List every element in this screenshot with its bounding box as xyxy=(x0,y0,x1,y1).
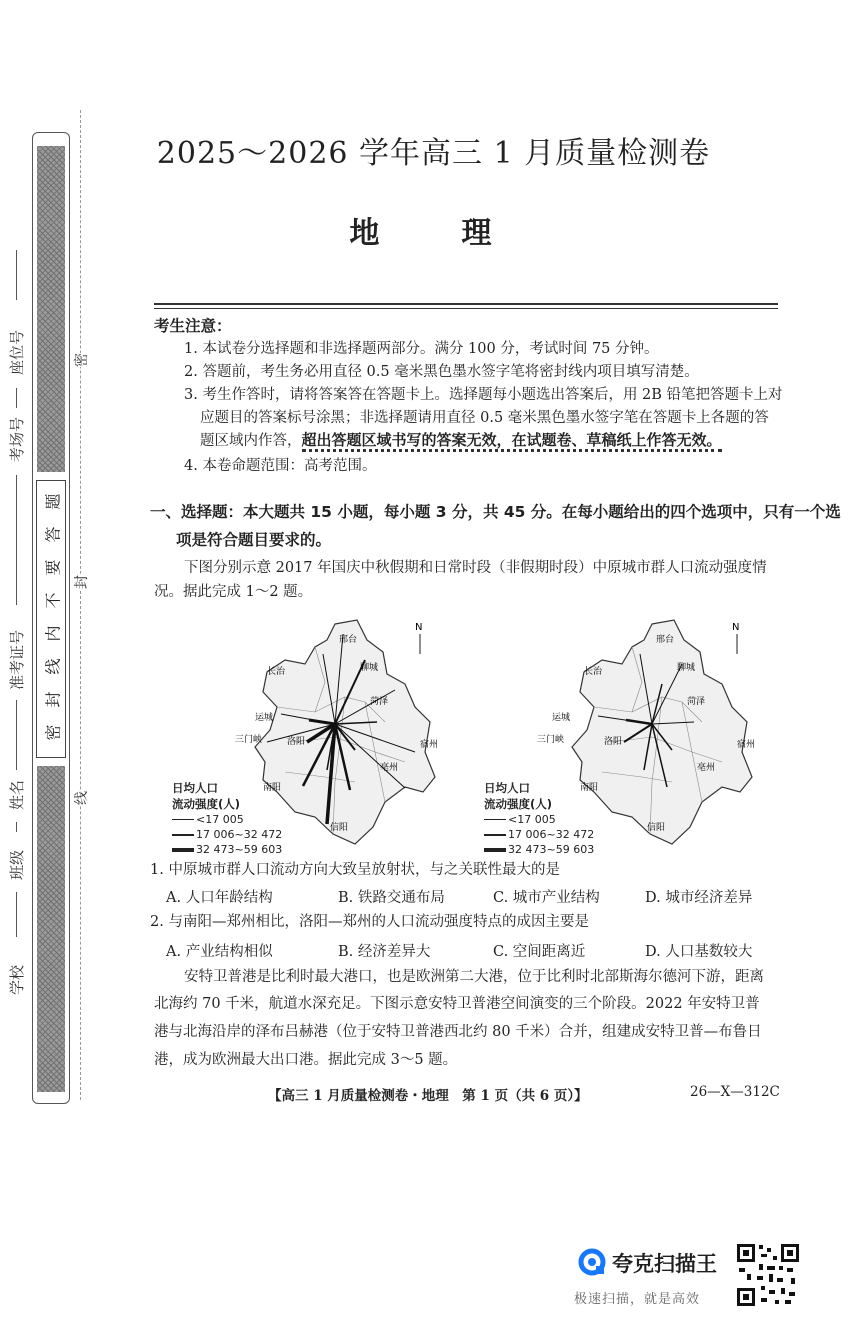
city-label: 邢台 xyxy=(656,635,675,645)
notice-heading: 考生注意： xyxy=(154,317,232,335)
binding-hatch-top xyxy=(37,146,65,472)
notice-item-line3 xyxy=(200,430,722,451)
legend-title: 流动强度(人) xyxy=(172,797,241,811)
city-label: 南阳 xyxy=(263,783,282,793)
city-label: 邢台 xyxy=(339,635,358,645)
city-label: 亳州 xyxy=(380,763,399,773)
binding-hatch-bottom xyxy=(37,766,65,1092)
header-rule-thin xyxy=(154,308,778,309)
city-label: 聊城 xyxy=(360,663,379,673)
subject-title: 地 理 xyxy=(349,216,518,251)
notice-item: 4. 本卷命题范围：高考范围。 xyxy=(184,458,377,474)
map-legend-left xyxy=(172,780,282,857)
notice-item: 3. 考生作答时，请将答案答在答题卡上。选择题每小题选出答案后，用 2B 铅笔把答题卡上对 xyxy=(184,387,783,403)
notice-item: 1. 本试卷分选择题和非选择题两部分。满分 100 分，考试时间 75 分钟。 xyxy=(184,341,659,357)
passage-text: 港与北海沿岸的泽布吕赫港（位于安特卫普港西北约 80 千米）合并，组建成安特卫普—布鲁日 xyxy=(154,1024,762,1040)
seal-cut-line xyxy=(80,110,81,1100)
north-arrow-label: N xyxy=(732,622,740,633)
city-label: 信阳 xyxy=(330,823,349,833)
option-a: A. 人口年龄结构 xyxy=(166,890,273,906)
page-footer: 【高三 1 月质量检测卷・地理 第 1 页（共 6 页）】 xyxy=(268,1088,588,1104)
legend-item: 32 473~59 603 xyxy=(484,842,594,857)
exam-title: 2025～2026 学年高三 1 月质量检测卷 xyxy=(156,136,711,171)
option-c: C. 空间距离近 xyxy=(493,944,586,960)
header-rule-thick xyxy=(154,303,778,305)
paper-code: 26—X—312C xyxy=(690,1084,780,1100)
fill-line xyxy=(16,475,17,605)
city-label: 长治 xyxy=(584,667,603,677)
passage-text: 港，成为欧洲最大出口港。据此完成 3～5 题。 xyxy=(154,1052,458,1068)
option-b: B. 经济差异大 xyxy=(338,944,431,960)
city-label: 洛阳 xyxy=(604,737,623,747)
city-label: 菏泽 xyxy=(687,697,706,707)
seal-warning-box xyxy=(36,480,66,758)
cut-mark: 密 xyxy=(71,353,91,367)
legend-item: <17 005 xyxy=(172,812,282,827)
seal-char: 要 xyxy=(43,559,63,576)
city-label: 三门峡 xyxy=(235,735,263,745)
city-label: 宿州 xyxy=(737,740,756,750)
fill-line xyxy=(16,892,17,937)
ticket-number-label: 准考证号 xyxy=(8,629,26,690)
legend-item: 17 006~32 472 xyxy=(484,827,594,842)
section-heading-cont: 项是符合题目要求的。 xyxy=(176,531,332,549)
passage-text: 下图分别示意 2017 年国庆中秋假期和日常时段（非假期时段）中原城市群人口流动强度情 xyxy=(184,560,767,576)
option-c: C. 城市产业结构 xyxy=(493,890,600,906)
city-label: 聊城 xyxy=(677,663,696,673)
city-label: 长治 xyxy=(267,667,286,677)
city-label: 亳州 xyxy=(697,763,716,773)
passage-text: 安特卫普港是比利时最大港口，也是欧洲第二大港，位于比利时北部斯海尔德河下游，距离 xyxy=(184,969,764,985)
seal-char: 题 xyxy=(43,493,63,510)
seat-number-label: 座位号 xyxy=(8,329,26,375)
seal-char: 线 xyxy=(43,658,63,675)
passage-text: 北海约 70 千米，航道水深充足。下图示意安特卫普港空间演变的三个阶段。2022 年安特卫普 xyxy=(154,996,760,1012)
seal-char: 密 xyxy=(43,724,63,741)
city-label: 宿州 xyxy=(420,740,439,750)
legend-item: 17 006~32 472 xyxy=(172,827,282,842)
city-label: 运城 xyxy=(255,713,274,723)
cut-mark: 封 xyxy=(71,575,91,589)
legend-title: 流动强度(人) xyxy=(484,797,553,811)
legend-title: 日均人口 xyxy=(484,781,530,795)
legend-item: 32 473~59 603 xyxy=(172,842,282,857)
passage-text: 况。据此完成 1～2 题。 xyxy=(154,584,313,600)
question-stem: 1. 中原城市群人口流动方向大致呈放射状，与之关联性最大的是 xyxy=(150,862,560,878)
cut-mark: 线 xyxy=(71,791,91,805)
question-stem: 2. 与南阳—郑州相比，洛阳—郑州的人口流动强度特点的成因主要是 xyxy=(150,914,589,930)
exam-room-label: 考场号 xyxy=(8,416,26,462)
option-d: D. 城市经济差异 xyxy=(645,890,753,906)
qr-code-icon xyxy=(735,1242,801,1308)
fill-line xyxy=(16,822,17,832)
city-label: 南阳 xyxy=(580,783,599,793)
option-a: A. 产业结构相似 xyxy=(166,944,273,960)
scanner-slogan: 极速扫描，就是高效 xyxy=(574,1292,701,1307)
notice-item: 应题目的答案标号涂黑；非选择题请用直径 0.5 毫米黑色墨水签字笔在答题卡上各题的答 xyxy=(200,410,769,426)
class-label: 班级 xyxy=(8,849,26,880)
seal-char: 不 xyxy=(43,592,63,609)
fill-line xyxy=(16,388,17,408)
section-heading: 一、选择题：本大题共 15 小题，每小题 3 分，共 45 分。在每小题给出的四个选项中，只有一个选 xyxy=(150,503,841,521)
fill-line xyxy=(16,700,17,770)
seal-char: 封 xyxy=(43,691,63,708)
fill-line xyxy=(16,250,17,300)
school-label: 学校 xyxy=(8,964,26,995)
option-b: B. 铁路交通布局 xyxy=(338,890,445,906)
option-d: D. 人口基数较大 xyxy=(645,944,753,960)
legend-item: <17 005 xyxy=(484,812,594,827)
scanner-logo-icon xyxy=(578,1248,606,1276)
city-label: 菏泽 xyxy=(370,697,389,707)
legend-title: 日均人口 xyxy=(172,781,218,795)
name-label: 姓名 xyxy=(8,779,26,810)
city-label: 三门峡 xyxy=(537,735,565,745)
notice-item: 2. 答题前，考生务必用直径 0.5 毫米黑色墨水签字笔将密封线内项目填写清楚。 xyxy=(184,364,699,380)
city-label: 运城 xyxy=(552,713,571,723)
notice-item-prefix: 题区域内作答， xyxy=(200,433,302,449)
map-legend-right xyxy=(484,780,594,857)
north-arrow-label: N xyxy=(415,622,423,633)
seal-char: 内 xyxy=(43,625,63,642)
city-label: 洛阳 xyxy=(287,737,306,747)
scanner-app-name: 夸克扫描王 xyxy=(612,1252,717,1276)
seal-char: 答 xyxy=(43,526,63,543)
city-label: 信阳 xyxy=(647,823,666,833)
notice-emphasis: 超出答题区域书写的答案无效，在试题卷、草稿纸上作答无效。 xyxy=(302,431,722,452)
